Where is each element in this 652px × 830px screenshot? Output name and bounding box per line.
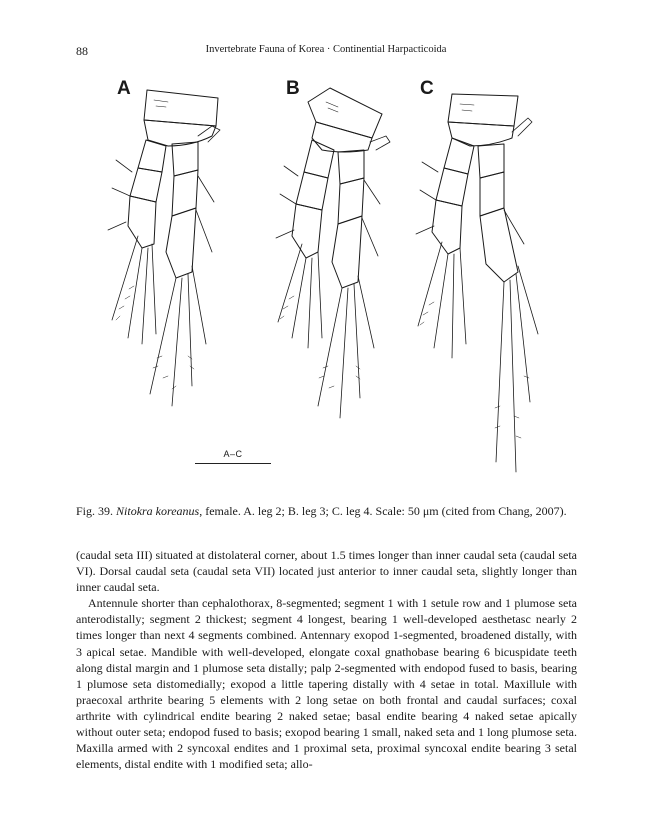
leg-4-exopod-seg3 xyxy=(432,200,462,254)
plate-label-a: A xyxy=(117,78,131,99)
leg-3-drawing xyxy=(276,88,390,418)
scale-bar-label: A–C xyxy=(223,449,243,459)
body-paragraph-1: (caudal seta III) situated at distolateral corner, about 1.5 times longer than inner caudal seta (caudal seta VI). Dorsal caudal seta (caudal seta VII) located just anterior to inner caudal seta, slightly longer than inner caudal seta. xyxy=(76,548,577,595)
leg-2-drawing xyxy=(108,90,220,406)
leg-2-exopod-seg3 xyxy=(128,196,156,248)
figure-caption xyxy=(76,503,586,519)
leg-4-endopod-seg3 xyxy=(480,208,518,282)
leg-4-drawing xyxy=(416,94,538,472)
page-number: 88 xyxy=(76,44,88,58)
leg-3-exopod-seg2 xyxy=(296,172,328,210)
leg-3-endopod-seg3 xyxy=(332,216,362,288)
plate-label-c: C xyxy=(420,78,434,99)
scale-bar xyxy=(195,463,271,464)
running-head: Invertebrate Fauna of Korea · Continential Harpacticoida xyxy=(205,44,447,55)
leg-4-basis xyxy=(448,122,514,146)
leg-drawings-figure xyxy=(72,76,582,486)
leg-4-exopod-seg1 xyxy=(444,138,474,174)
body-text xyxy=(76,547,577,772)
leg-2-endopod-seg3 xyxy=(166,208,196,278)
leg-4-coxa xyxy=(448,94,518,126)
leg-3-exopod-seg3 xyxy=(292,204,322,258)
leg-2-basis xyxy=(144,120,216,146)
caption-fig-number: Fig. 39. xyxy=(76,504,114,518)
leg-2-exopod-seg1 xyxy=(138,140,166,172)
plate-label-b: B xyxy=(286,78,300,99)
caption-description: , female. A. leg 2; B. leg 3; C. leg 4. Scale: 50 μm (cited from Chang, 2007). xyxy=(199,504,567,518)
body-paragraph-2: Antennule shorter than cephalothorax, 8-segmented; segment 1 with 1 setule row and 1 plumose seta anterodistally; segment 2 thickest; segment 4 longest, bearing 1 well-developed aesthetasc nearly 2 times longer than next 4 segments combined. Antennary exopod 1-segmented, broadened distally, with 3 apical setae. Mandible with well-developed, elongate coxal gnathobase bearing 6 bicuspidate teeth along distal margin and 1 plumose seta distally; palp 2-segmented with endopod fused to basis, bearing 1 plumose seta distomedially; exopod a little tapering distally with 4 setae in total. Maxillule with praecoxal arthrite bearing 5 elements with 2 long setae on both frontal and caudal surfaces; coxal arthrite with cylindrical endite bearing 2 naked setae; basal endite bearing 4 naked setae apically without outer seta; endopod fused to basis; exopod bearing 1 small, naked seta and 1 long plumose seta. Maxilla armed with 2 syncoxal endites and 1 proximal seta, proximal syncoxal endite bearing 3 setal elements, distal endite with 1 modified seta; allo- xyxy=(76,596,577,772)
caption-species-name: Nitokra koreanus xyxy=(116,504,200,518)
leg-3-basis xyxy=(312,122,372,152)
leg-4-exopod-seg2 xyxy=(436,168,468,206)
